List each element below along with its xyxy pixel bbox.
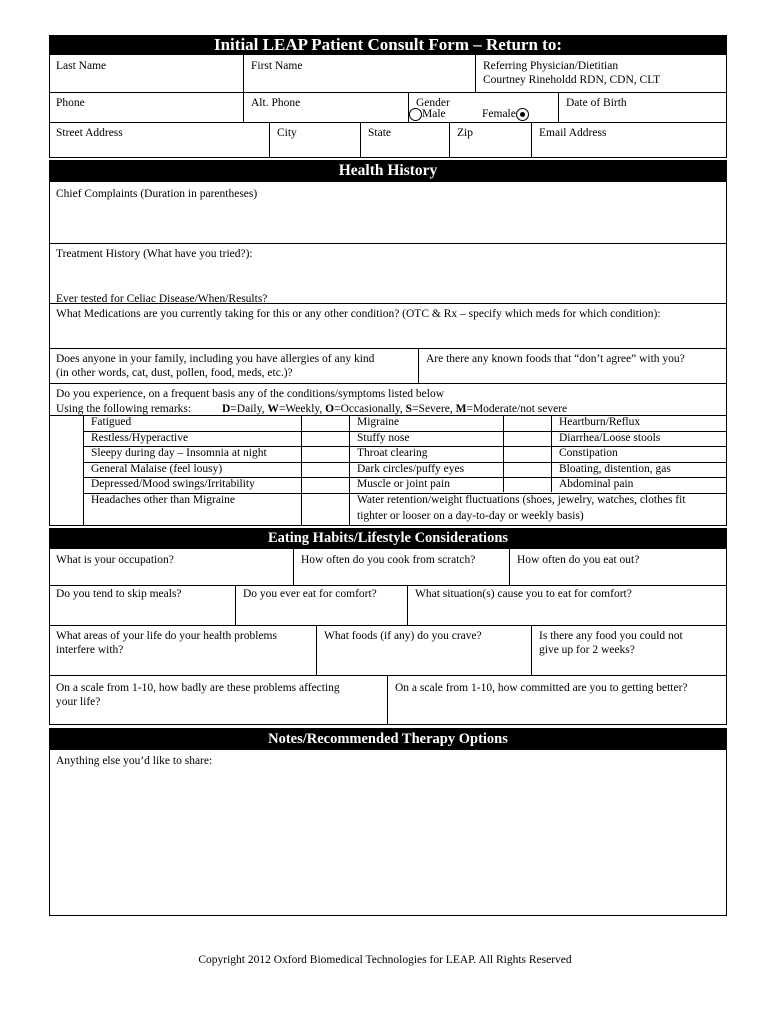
city-field[interactable]: City <box>277 127 297 139</box>
female-label: Female <box>482 108 516 120</box>
symptom-item[interactable]: Depressed/Mood swings/Irritability <box>91 478 255 490</box>
family-allergies-line2: (in other words, cat, dust, pollen, food, meds, etc.)? <box>56 367 293 379</box>
symptom-item[interactable]: Abdominal pain <box>559 478 634 490</box>
email-field[interactable]: Email Address <box>539 127 607 139</box>
symptom-item[interactable]: Stuffy nose <box>357 431 410 444</box>
remark-text: =Occasionally, <box>334 403 406 415</box>
eating-habits-bar <box>49 528 727 549</box>
symptom-item[interactable]: Throat clearing <box>357 447 428 459</box>
skip-meals-field[interactable]: Do you tend to skip meals? <box>56 588 182 600</box>
symptom-water-retention[interactable]: Water retention/weight fluctuations (shoes, jewelry, watches, clothes fit tighter or looser on a day-to-day or weekly basis) <box>357 494 686 522</box>
phone-field[interactable]: Phone <box>56 97 85 109</box>
first-name-field[interactable]: First Name <box>251 60 303 72</box>
symptom-item[interactable]: Constipation <box>559 447 618 459</box>
gender-female-option[interactable] <box>480 107 529 121</box>
remarks-label: Using the following remarks: <box>56 403 192 415</box>
occupation-field[interactable]: What is your occupation? <box>56 554 174 566</box>
symptom-item[interactable]: Restless/Hyperactive <box>91 431 189 444</box>
remark-key: O <box>325 403 335 415</box>
known-foods-field[interactable]: Are there any known foods that “don’t agree” with you? <box>426 353 685 365</box>
symptom-item[interactable]: Headaches other than Migraine <box>91 493 236 506</box>
form-title-bar <box>49 35 727 55</box>
dob-field[interactable]: Date of Birth <box>566 97 627 109</box>
remark-key: W <box>267 403 279 415</box>
commitment-scale-field[interactable]: On a scale from 1-10, how committed are you to getting better? <box>395 682 688 694</box>
remark-text: =Severe, <box>412 403 456 415</box>
anything-else-field[interactable]: Anything else you’d like to share: <box>56 755 213 767</box>
give-up-line2: give up for 2 weeks? <box>539 644 635 656</box>
give-up-line1[interactable]: Is there any food you could not <box>539 630 683 642</box>
remark-key: M <box>455 403 467 415</box>
notes-box <box>49 750 727 916</box>
last-name-field[interactable]: Last Name <box>56 60 107 72</box>
eat-for-comfort-field[interactable]: Do you ever eat for comfort? <box>243 588 377 600</box>
symptom-item[interactable]: Migraine <box>357 416 400 428</box>
problem-scale-line1[interactable]: On a scale from 1-10, how badly are these problems affecting <box>56 682 340 694</box>
alt-phone-field[interactable]: Alt. Phone <box>251 97 301 109</box>
gender-label: Gender <box>416 97 450 109</box>
cravings-field[interactable]: What foods (if any) do you crave? <box>324 630 482 642</box>
health-areas-line2: interfere with? <box>56 644 124 656</box>
health-areas-line1[interactable]: What areas of your life do your health problems <box>56 630 277 642</box>
referring-label: Referring Physician/Dietitian <box>483 60 619 72</box>
symptom-item[interactable]: Bloating, distention, gas <box>559 462 671 475</box>
remark-text: =Weekly, <box>278 403 326 415</box>
referring-name: Courtney Rineholdd RDN, CDN, CLT <box>483 74 661 86</box>
medications-field[interactable]: What Medications are you currently taking for this or any other condition? (OTC & Rx – specify which meds for which condition): <box>56 308 661 320</box>
symptom-item[interactable]: Muscle or joint pain <box>357 478 450 490</box>
symptom-item[interactable]: Fatigued <box>91 416 132 428</box>
male-radio[interactable] <box>409 108 422 121</box>
symptom-item[interactable]: Diarrhea/Loose stools <box>559 431 661 444</box>
treatment-history-field[interactable]: Treatment History (What have you tried?): <box>56 248 253 260</box>
symptom-item[interactable]: Dark circles/puffy eyes <box>357 462 465 475</box>
notes-bar <box>49 728 727 750</box>
eat-out-field[interactable]: How often do you eat out? <box>517 554 640 566</box>
remark-key: S <box>405 403 413 415</box>
symptom-item[interactable]: General Malaise (feel lousy) <box>91 462 223 475</box>
copyright-footer: Copyright 2012 Oxford Biomedical Technologies for LEAP. All Rights Reserved <box>198 954 572 966</box>
remark-text: =Daily, <box>230 403 268 415</box>
remark-text: =Moderate/not severe <box>466 403 568 415</box>
chief-complaints-field[interactable]: Chief Complaints (Duration in parentheses) <box>56 188 258 200</box>
male-label: Male <box>422 108 446 120</box>
health-history-bar <box>49 160 727 182</box>
problem-scale-line2: your life? <box>56 696 101 708</box>
street-field[interactable]: Street Address <box>56 127 123 139</box>
state-field[interactable]: State <box>368 127 391 139</box>
cook-from-scratch-field[interactable]: How often do you cook from scratch? <box>301 554 476 566</box>
celiac-field[interactable]: Ever tested for Celiac Disease/When/Results? <box>56 293 268 305</box>
eating-habits-title: Eating Habits/Lifestyle Considerations <box>267 530 509 546</box>
family-allergies-line1[interactable]: Does anyone in your family, including you have allergies of any kind <box>56 353 375 365</box>
comfort-situations-field[interactable]: What situation(s) cause you to eat for comfort? <box>415 588 632 600</box>
gender-male-option[interactable] <box>407 107 446 121</box>
symptom-item[interactable]: Heartburn/Reflux <box>559 416 641 428</box>
remark-key: D <box>221 403 231 415</box>
remarks-legend <box>222 403 567 415</box>
symptom-item[interactable]: Sleepy during day – Insomnia at night <box>91 447 267 459</box>
symptoms-intro: Do you experience, on a frequent basis any of the conditions/symptoms listed below <box>56 388 445 400</box>
notes-title: Notes/Recommended Therapy Options <box>268 731 508 747</box>
health-history-title: Health History <box>338 162 438 179</box>
female-radio[interactable] <box>516 108 529 121</box>
form-title: Initial LEAP Patient Consult Form – Return to: <box>213 35 563 54</box>
zip-field[interactable]: Zip <box>457 127 473 139</box>
